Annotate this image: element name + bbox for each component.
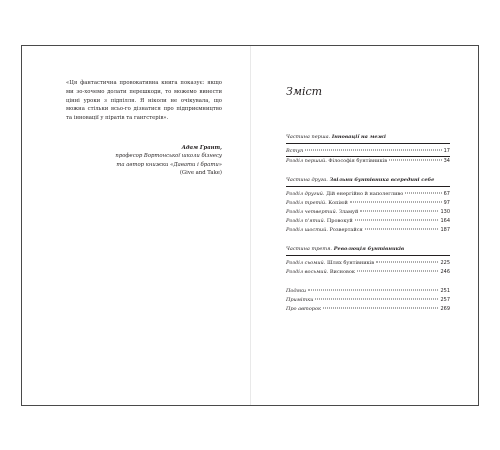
toc-entry[interactable]: Розділ другий. Дій енергійно й наполегливо 67 bbox=[286, 190, 450, 197]
dot-leader bbox=[315, 299, 438, 300]
page-number: 164 bbox=[440, 217, 450, 224]
quote-author: Адам Грант, bbox=[181, 145, 222, 151]
part-heading: Частина третя. Революція бунтівників bbox=[286, 245, 450, 256]
page-number: 251 bbox=[440, 288, 450, 294]
author-role-line-3: (Give and Take) bbox=[179, 169, 222, 176]
toc-entry[interactable]: Розділ п'ятий. Провокуй 164 bbox=[286, 217, 450, 224]
book-spread bbox=[21, 45, 479, 406]
dot-leader bbox=[405, 192, 441, 193]
page-number: 246 bbox=[440, 268, 450, 275]
toc-part-3 bbox=[286, 245, 450, 277]
quote-attribution bbox=[66, 144, 222, 177]
toc-part-2 bbox=[286, 176, 450, 235]
page-number: 97 bbox=[443, 199, 450, 206]
dot-leader bbox=[308, 290, 438, 291]
page-number: 34 bbox=[443, 157, 450, 164]
dot-leader bbox=[323, 308, 438, 309]
toc-entry[interactable]: Розділ перший. Філософія бунтівників 34 bbox=[286, 157, 450, 164]
part-heading: Частина друга. Звільни бунтівника всередині себе bbox=[286, 176, 450, 187]
endorsement-quote: «Ця фантастична провокативна книга показує: якщо ми зо-хочемо долати перешкоди, то можемо винести цінні уроки з підпілля. Я ніколи не очікувала, що можна стільки всьо-го дізнатися про підприємництво та інновації у піратів та гангстерів». bbox=[66, 80, 222, 122]
page-number: 187 bbox=[440, 226, 450, 233]
page-number: 257 bbox=[440, 297, 450, 303]
dot-leader bbox=[357, 270, 438, 271]
dot-leader bbox=[305, 149, 441, 150]
dot-leader bbox=[376, 261, 438, 262]
toc-entry[interactable]: Розділ четвертий. Зламуй 130 bbox=[286, 208, 450, 215]
toc-part-1 bbox=[286, 133, 450, 166]
toc-entry[interactable]: Розділ восьмий. Висновок 246 bbox=[286, 268, 450, 275]
page-number: 17 bbox=[443, 147, 450, 154]
toc-back-matter bbox=[286, 287, 450, 314]
author-role-line-1: професор Вортонської школи бізнесу bbox=[115, 153, 222, 160]
toc-entry-notes[interactable]: Примітки 257 bbox=[286, 297, 450, 303]
table-of-contents bbox=[286, 133, 450, 325]
part-heading: Частина перша. Інновації на межі bbox=[286, 133, 450, 144]
dot-leader bbox=[389, 159, 442, 160]
dot-leader bbox=[355, 219, 439, 220]
toc-entry-acknowledgements[interactable]: Подяки 251 bbox=[286, 288, 450, 294]
dot-leader bbox=[365, 228, 439, 229]
page-number: 269 bbox=[440, 306, 450, 312]
toc-entry[interactable]: Розділ шостий. Розвертайся 187 bbox=[286, 226, 450, 233]
toc-entry-about-authors[interactable]: Про авторок 269 bbox=[286, 306, 450, 312]
page-number: 225 bbox=[440, 259, 450, 266]
toc-title: Зміст bbox=[286, 85, 323, 98]
toc-entry[interactable]: Вступ 17 bbox=[286, 147, 450, 154]
dot-leader bbox=[360, 210, 438, 211]
toc-entry[interactable]: Розділ сьомий. Шлях бунтівників 225 bbox=[286, 259, 450, 266]
dot-leader bbox=[350, 201, 442, 202]
toc-entry[interactable]: Розділ третій. Копіюй 97 bbox=[286, 199, 450, 206]
page-gutter bbox=[250, 46, 251, 405]
page-number: 67 bbox=[443, 190, 450, 197]
page-number: 130 bbox=[440, 208, 450, 215]
author-role-line-2: та автор книжки «Давати і брати» bbox=[116, 161, 222, 168]
